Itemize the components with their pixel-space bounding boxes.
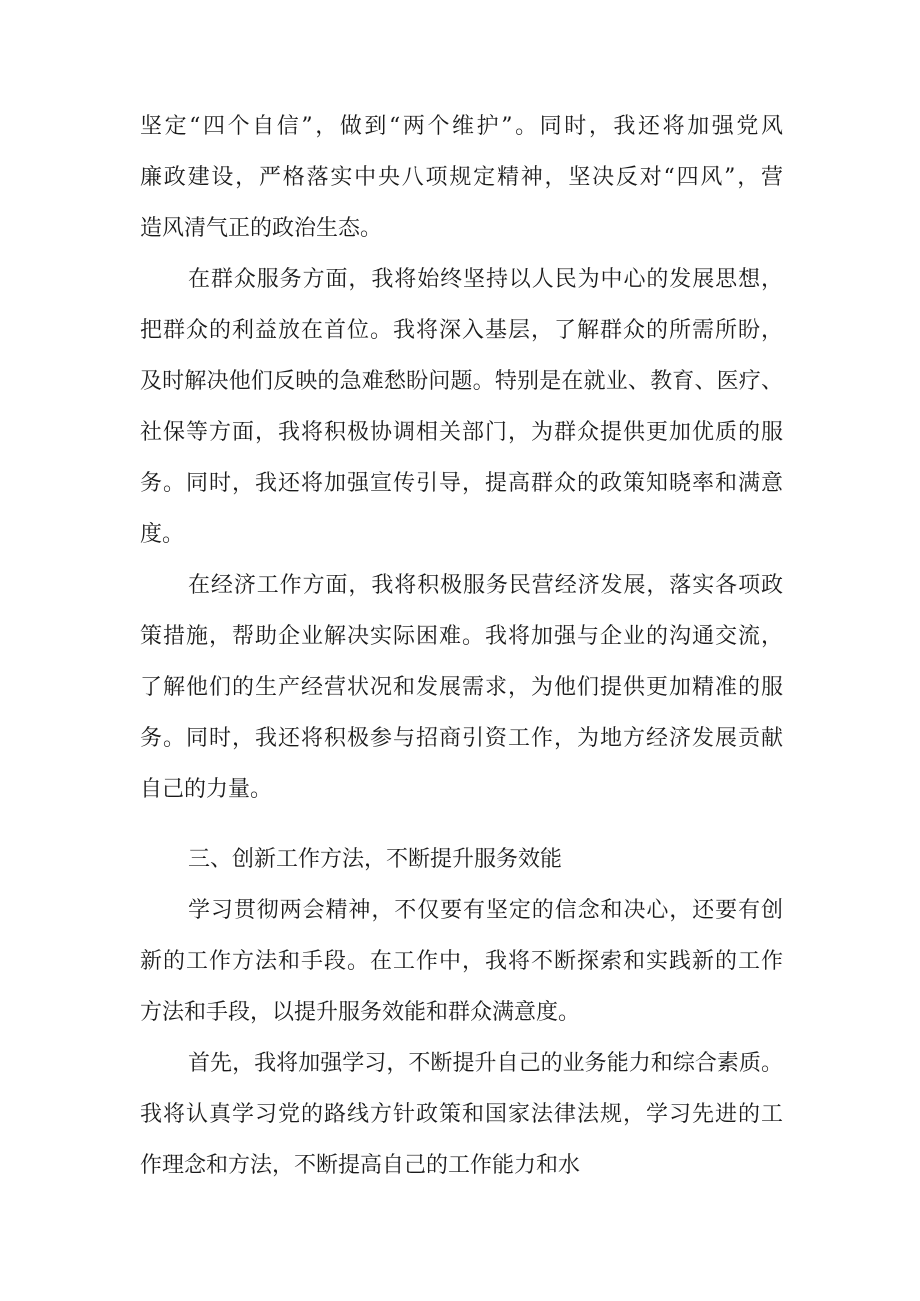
paragraph-line: 务。同时，我还将积极参与招商引资工作，为地方经济发展贡献 xyxy=(140,726,783,751)
section-heading: 三、创新工作方法，不断提升服务效能 xyxy=(188,847,563,872)
paragraph-line: 及时解决他们反映的急难愁盼问题。特别是在就业、教育、医疗、 xyxy=(140,369,783,394)
paragraph-line: 方法和手段，以提升服务效能和群众满意度。 xyxy=(140,1000,581,1025)
paragraph-line: 学习贯彻两会精神，不仅要有坚定的信念和决心，还要有创 xyxy=(188,898,783,923)
paragraph-line: 度。 xyxy=(140,522,185,547)
paragraph-line: 把群众的利益放在首位。我将深入基层，了解群众的所需所盼， xyxy=(140,318,783,343)
paragraph-line: 在经济工作方面，我将积极服务民营经济发展，落实各项政 xyxy=(188,573,783,598)
paragraph-line: 作理念和方法，不断提高自己的工作能力和水 xyxy=(140,1153,581,1178)
paragraph-line: 我将认真学习党的路线方针政策和国家法律法规，学习先进的工 xyxy=(140,1102,783,1127)
paragraph-line: 自己的力量。 xyxy=(140,777,273,802)
paragraph-line: 廉政建设，严格落实中央八项规定精神，坚决反对“四风”，营 xyxy=(140,165,783,190)
paragraph-line: 在群众服务方面，我将始终坚持以人民为中心的发展思想， xyxy=(188,267,783,292)
paragraph-line: 坚定“四个自信”，做到“两个维护”。同时，我还将加强党风 xyxy=(140,114,783,139)
paragraph-line: 首先，我将加强学习，不断提升自己的业务能力和综合素质。 xyxy=(188,1051,783,1076)
paragraph-line: 策措施，帮助企业解决实际困难。我将加强与企业的沟通交流， xyxy=(140,624,783,649)
paragraph-line: 新的工作方法和手段。在工作中，我将不断探索和实践新的工作 xyxy=(140,949,783,974)
paragraph-line: 社保等方面，我将积极协调相关部门，为群众提供更加优质的服 xyxy=(140,420,783,445)
paragraph-line: 了解他们的生产经营状况和发展需求，为他们提供更加精准的服 xyxy=(140,675,783,700)
paragraph-line: 造风清气正的政治生态。 xyxy=(140,216,383,241)
paragraph-line: 务。同时，我还将加强宣传引导，提高群众的政策知晓率和满意 xyxy=(140,471,783,496)
